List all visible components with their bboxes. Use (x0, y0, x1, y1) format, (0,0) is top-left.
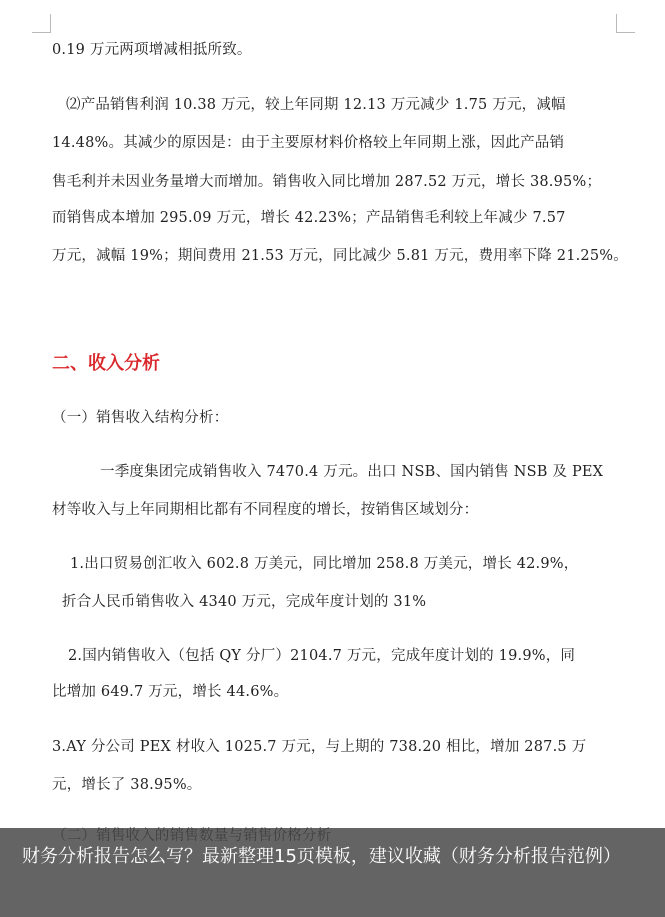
list-item-line: 3.AY 分公司 PEX 材收入 1025.7 万元，与上期的 738.20 相比，增加 287.5 万 (52, 739, 587, 755)
text-line: 14.48%。其减少的原因是：由于主要原材料价格较上年同期上涨，因此产品销 (52, 135, 565, 151)
list-item-line: 折合人民币销售收入 4340 万元，完成年度计划的 31% (62, 594, 427, 610)
caption-title: 财务分析报告怎么写？最新整理15页模板，建议收藏（财务分析报告范例） (22, 846, 621, 867)
text-line: 售毛利并未因业务量增大而增加。销售收入同比增加 287.52 万元，增长 38.95%； (52, 174, 602, 190)
list-item-line: 2.国内销售收入（包括 QY 分厂）2104.7 万元，完成年度计划的 19.9%，同 (68, 648, 576, 664)
subsection-heading: （一）销售收入结构分析： (52, 410, 229, 426)
section-heading: 二、收入分析 (52, 353, 160, 374)
text-line: 而销售成本增加 295.09 万元，增长 42.23%；产品销售毛利较上年减少 7.57 (52, 210, 566, 226)
page-corner-mark-left (32, 14, 51, 33)
text-line: 万元，减幅 19%；期间费用 21.53 万元，同比减少 5.81 万元，费用率下降 21.25%。 (52, 248, 628, 264)
text-line: 材等收入与上年同期相比都有不同程度的增长，按销售区域划分： (52, 502, 479, 518)
caption-overlay (0, 828, 665, 917)
text-line: ⑵产品销售利润 10.38 万元，较上年同期 12.13 万元减少 1.75 万元，减幅 (66, 97, 566, 113)
text-line: 0.19 万元两项增减相抵所致。 (52, 42, 252, 58)
list-item-line: 1.出口贸易创汇收入 602.8 万美元，同比增加 258.8 万美元，增长 42.9%， (70, 556, 579, 572)
list-item-line: 比增加 649.7 万元，增长 44.6%。 (52, 684, 289, 700)
text-line: 一季度集团完成销售收入 7470.4 万元。出口 NSB、国内销售 NSB 及 PEX (100, 464, 604, 480)
list-item-line: 元，增长了 38.95%。 (52, 777, 202, 793)
page-corner-mark-right (616, 14, 635, 33)
